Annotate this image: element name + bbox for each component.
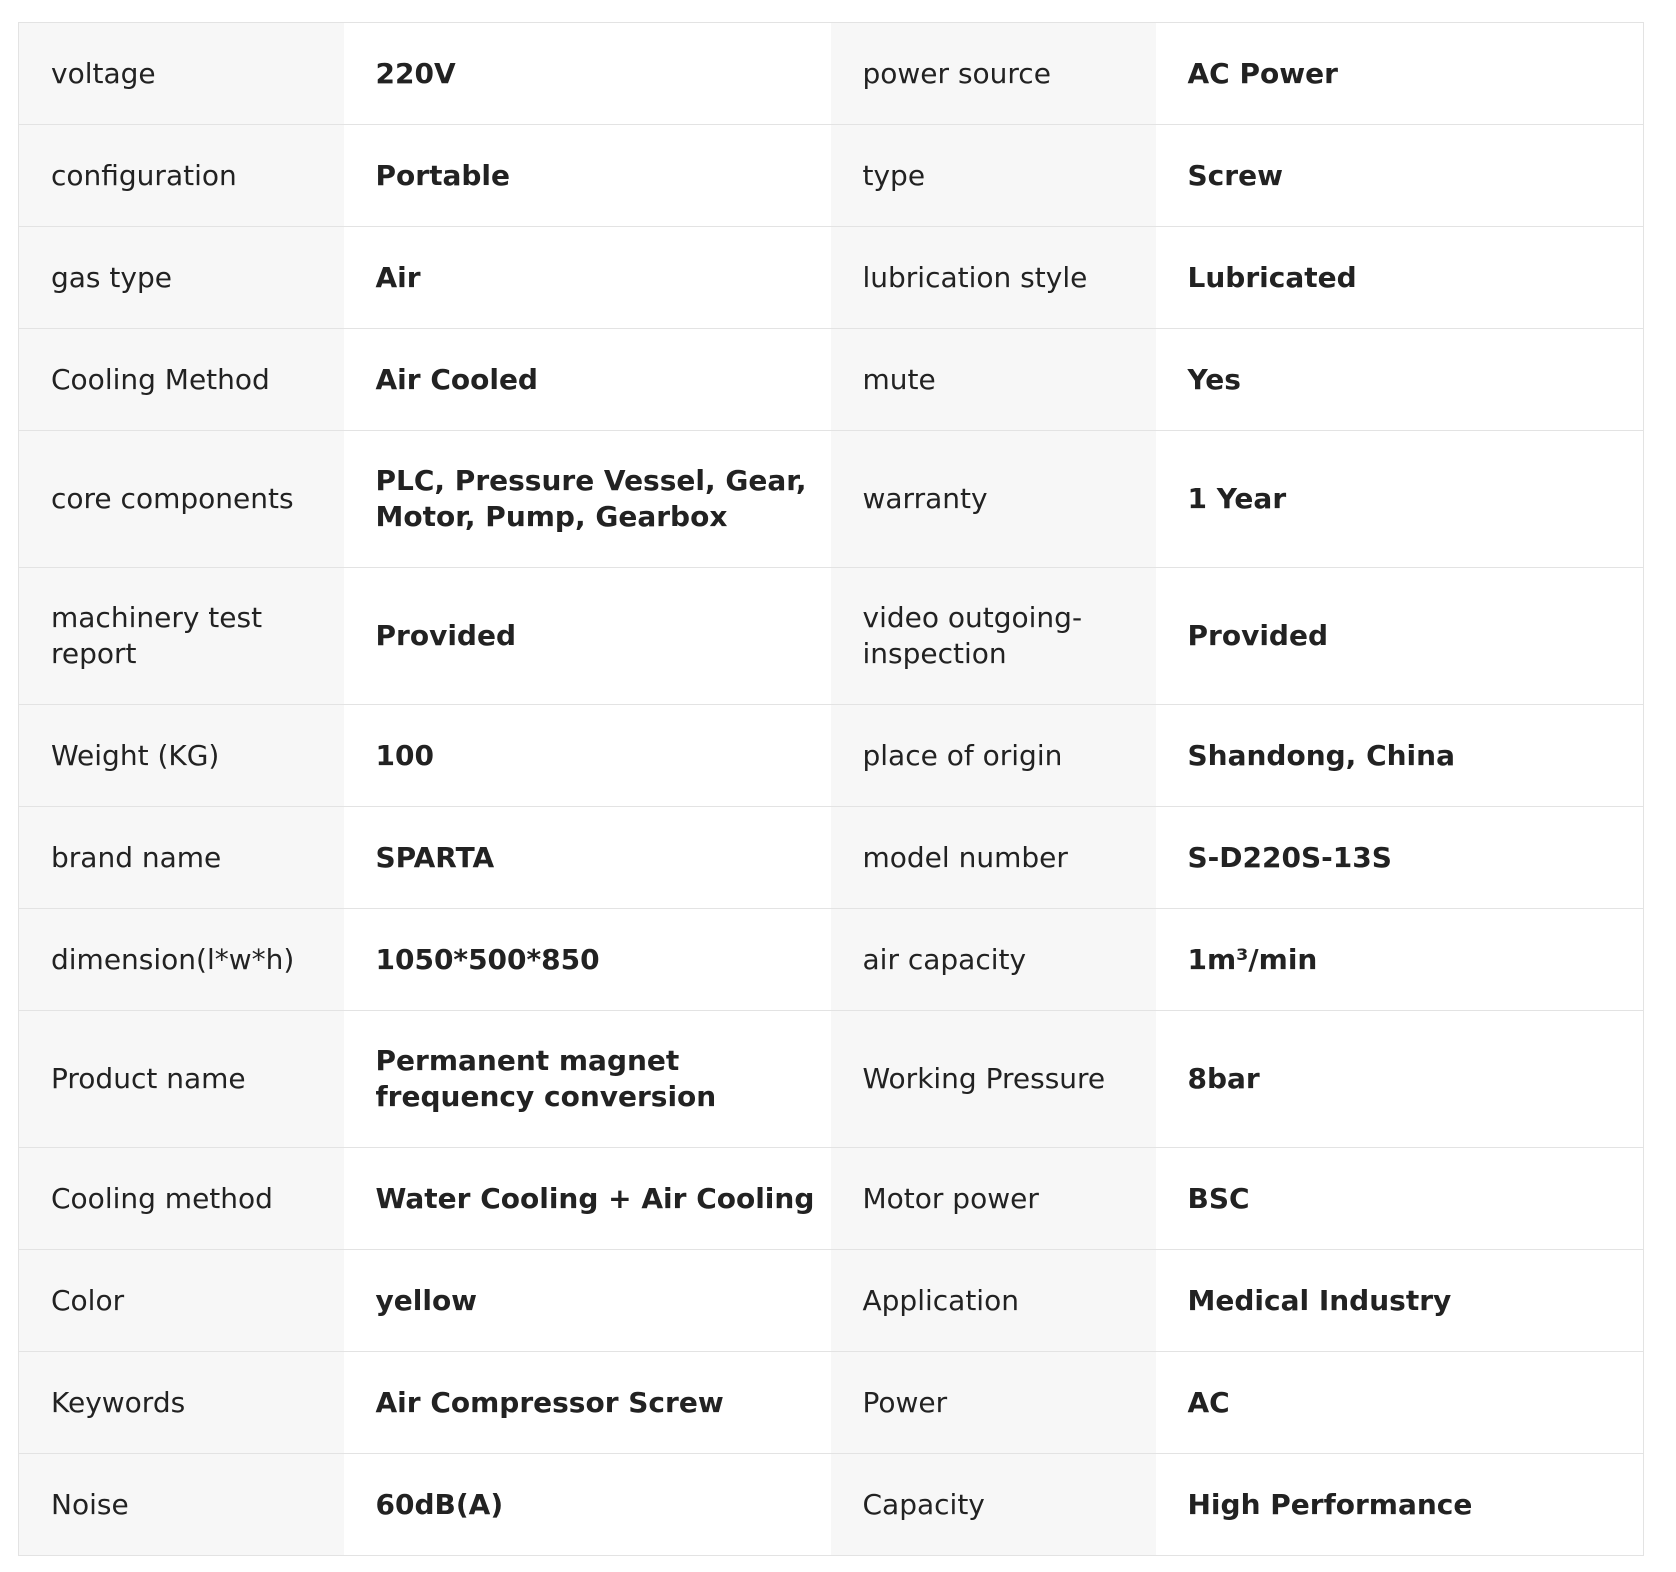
spec-key: Cooling Method xyxy=(19,329,344,431)
spec-key: Capacity xyxy=(831,1454,1156,1556)
spec-value: 1m³/min xyxy=(1156,909,1644,1011)
spec-key: video outgoing-inspection xyxy=(831,568,1156,705)
table-row xyxy=(19,431,1644,568)
spec-key: model number xyxy=(831,807,1156,909)
table-row xyxy=(19,125,1644,227)
spec-key: Keywords xyxy=(19,1352,344,1454)
table-row xyxy=(19,807,1644,909)
spec-value: S-D220S-13S xyxy=(1156,807,1644,909)
spec-key: Motor power xyxy=(831,1148,1156,1250)
spec-key: Color xyxy=(19,1250,344,1352)
spec-value: Screw xyxy=(1156,125,1644,227)
product-spec-table xyxy=(18,22,1644,1556)
spec-value: Medical Industry xyxy=(1156,1250,1644,1352)
spec-key: lubrication style xyxy=(831,227,1156,329)
spec-key: voltage xyxy=(19,23,344,125)
spec-value: Shandong, China xyxy=(1156,705,1644,807)
table-row xyxy=(19,23,1644,125)
spec-value: Provided xyxy=(1156,568,1644,705)
table-row xyxy=(19,227,1644,329)
spec-key: Power xyxy=(831,1352,1156,1454)
spec-value: Water Cooling + Air Cooling xyxy=(344,1148,831,1250)
spec-value: 1 Year xyxy=(1156,431,1644,568)
spec-value: Air Compressor Screw xyxy=(344,1352,831,1454)
table-row xyxy=(19,705,1644,807)
spec-key: Noise xyxy=(19,1454,344,1556)
spec-value: 8bar xyxy=(1156,1011,1644,1148)
spec-value: AC Power xyxy=(1156,23,1644,125)
spec-key: warranty xyxy=(831,431,1156,568)
spec-key: Cooling method xyxy=(19,1148,344,1250)
spec-value: BSC xyxy=(1156,1148,1644,1250)
spec-key: place of origin xyxy=(831,705,1156,807)
spec-key: configuration xyxy=(19,125,344,227)
table-row xyxy=(19,909,1644,1011)
spec-value: PLC, Pressure Vessel, Gear, Motor, Pump, Gearbox xyxy=(344,431,831,568)
spec-key: Working Pressure xyxy=(831,1011,1156,1148)
table-row xyxy=(19,1352,1644,1454)
spec-key: Weight (KG) xyxy=(19,705,344,807)
spec-key: Application xyxy=(831,1250,1156,1352)
spec-value: 220V xyxy=(344,23,831,125)
spec-value: SPARTA xyxy=(344,807,831,909)
table-row xyxy=(19,1454,1644,1556)
spec-value: 100 xyxy=(344,705,831,807)
spec-value: 60dB(A) xyxy=(344,1454,831,1556)
table-row xyxy=(19,1250,1644,1352)
table-row xyxy=(19,1011,1644,1148)
spec-key: air capacity xyxy=(831,909,1156,1011)
spec-key: type xyxy=(831,125,1156,227)
spec-key: mute xyxy=(831,329,1156,431)
table-row xyxy=(19,329,1644,431)
spec-value: Portable xyxy=(344,125,831,227)
spec-value: Provided xyxy=(344,568,831,705)
spec-key: Product name xyxy=(19,1011,344,1148)
table-row xyxy=(19,1148,1644,1250)
spec-value: Permanent magnet frequency conversion xyxy=(344,1011,831,1148)
spec-key: dimension(l*w*h) xyxy=(19,909,344,1011)
spec-key: machinery test report xyxy=(19,568,344,705)
spec-value: Yes xyxy=(1156,329,1644,431)
table-row xyxy=(19,568,1644,705)
spec-key: power source xyxy=(831,23,1156,125)
spec-table-body xyxy=(19,23,1644,1556)
spec-value: Lubricated xyxy=(1156,227,1644,329)
spec-key: brand name xyxy=(19,807,344,909)
spec-value: Air xyxy=(344,227,831,329)
spec-value: yellow xyxy=(344,1250,831,1352)
spec-value: High Performance xyxy=(1156,1454,1644,1556)
spec-value: Air Cooled xyxy=(344,329,831,431)
spec-value: 1050*500*850 xyxy=(344,909,831,1011)
spec-key: gas type xyxy=(19,227,344,329)
spec-key: core components xyxy=(19,431,344,568)
spec-value: AC xyxy=(1156,1352,1644,1454)
